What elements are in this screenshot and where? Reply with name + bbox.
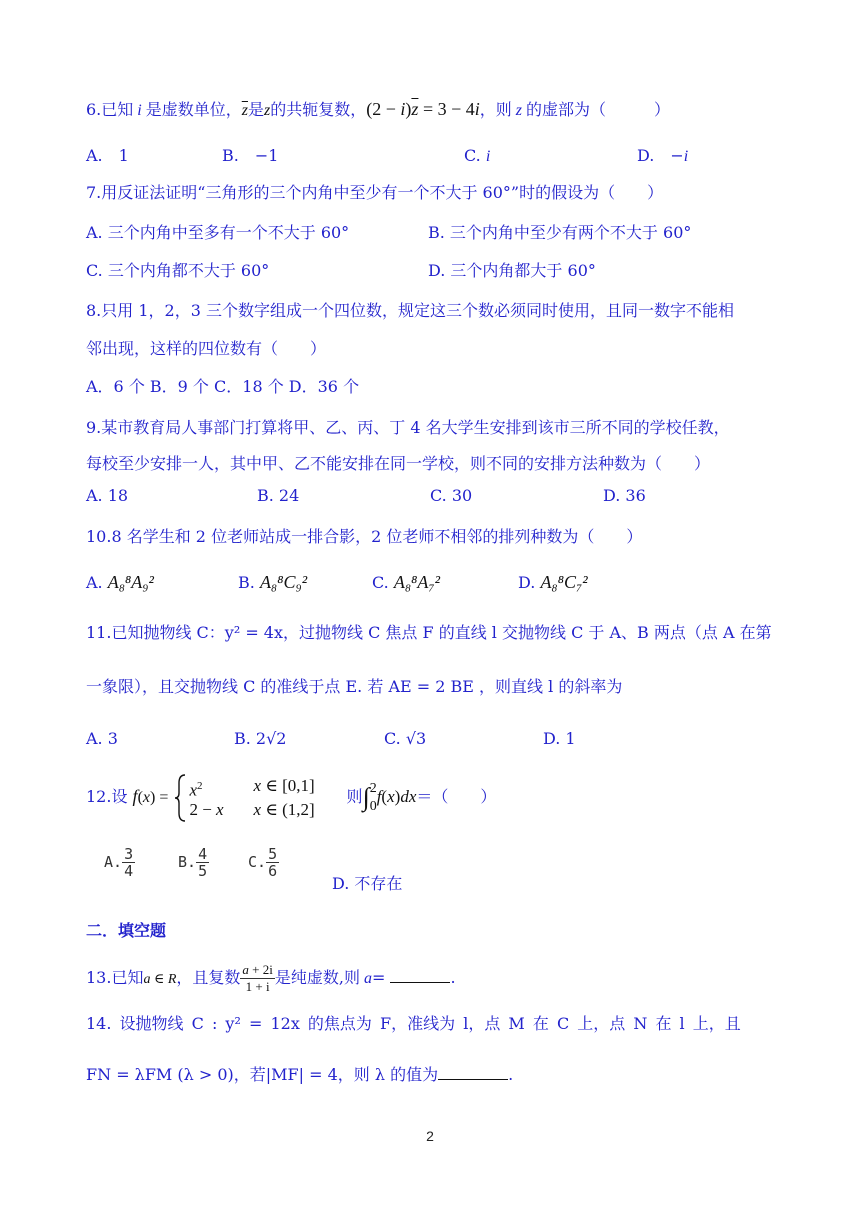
q11-line2: 一象限），且交抛物线 C 的准线于点 E. 若 AE = 2 BE ，则直线 l 的斜率为 [86, 677, 623, 696]
q9-line1: 9.某市教育局人事部门打算将甲、乙、丙、丁 4 名大学生安排到该市三所不同的学校任教， [86, 418, 730, 437]
q11-option-c: C. √3 [384, 729, 427, 748]
q7-option-c: C. 三个内角都不大于 60° [86, 261, 270, 280]
q8-options: A．6 个 B．9 个 C．18 个 D．36 个 [86, 377, 360, 396]
q11-option-a: A. 3 [86, 729, 118, 748]
q9-line2: 每校至少安排一人，其中甲、乙不能安排在同一学校，则不同的安排方法种数为（ ） [86, 454, 711, 473]
q12-option-a: A. $\frac{3}{4}$ [104, 845, 134, 880]
brace-icon [173, 773, 187, 823]
q9-option-a: A. 18 [86, 486, 129, 505]
q6-stem: 6.已知 i 是虚数单位，$\overline{z}$是z的共轭复数，$(2 - i)\overline{z} = 3 - 4i$，则 z 的虚部为（ ） [86, 99, 671, 119]
q7-option-b: B. 三个内角中至少有两个不大于 60° [428, 223, 692, 242]
q10-option-c: C. A₈⁸A₇² [372, 572, 441, 592]
q7-option-a: A. 三个内角中至多有一个不大于 60° [86, 223, 350, 242]
q13-stem: 13.已知a ∈ R，且复数 $\frac{a + 2i}{1 + i}$ 是纯虚数,则 a= . [86, 962, 456, 994]
q12-stem: 12.设 f(x) = $x^2$ x ∈ [0,1] 2 − x x ∈ (1,2] 则∫ 2 0 f(x)dx＝（ ） [86, 771, 496, 821]
q12-option-d: D. 不存在 [332, 874, 403, 893]
q11-line1: 11.已知抛物线 C：y² = 4x，过抛物线 C 焦点 F 的直线 l 交抛物线 C 于 A、B 两点（点 A 在第 [86, 623, 772, 642]
q12-option-b: B. $\frac{4}{5}$ [178, 845, 208, 880]
q6-option-c: C. i [464, 146, 491, 165]
q12-piecewise: $x^2$ x ∈ [0,1] 2 − x x ∈ (1,2] [173, 773, 323, 823]
q9-option-b: B. 24 [257, 486, 300, 505]
q6-option-b: B. −1 [222, 146, 279, 165]
q6-stem-e: ，则 [479, 100, 512, 119]
q6-option-d: D. −i [637, 146, 689, 165]
q6-stem-f: 的虚部为（ ） [526, 100, 671, 119]
q8-line1: 8.只用 1，2，3 三个数字组成一个四位数，规定这三个数必须同时使用，且同一数字不能相 [86, 301, 734, 320]
q11-option-d: D. 1 [543, 729, 576, 748]
q10-option-b: B. A₈⁸C₉² [238, 572, 308, 592]
q10-stem: 10.8 名学生和 2 位老师站成一排合影，2 位老师不相邻的排列种数为（ ） [86, 527, 643, 546]
q6-stem-d: 的共轭复数， [270, 100, 367, 119]
q9-option-d: D. 36 [603, 486, 646, 505]
q6-stem-c: 是 [247, 100, 264, 119]
q7-option-d: D. 三个内角都大于 60° [428, 261, 596, 280]
q12-option-c: C. $\frac{5}{6}$ [248, 845, 278, 880]
q6-math: $(2 - i)\overline{z} = 3 - 4i$ [366, 99, 480, 119]
q14-line2: FN = λFM (λ > 0)，若|MF| = 4，则 λ 的值为 . [86, 1065, 514, 1084]
q9-option-c: C. 30 [430, 486, 473, 505]
q6-stem-a: 6.已知 [86, 100, 134, 119]
q7-stem: 7.用反证法证明“三角形的三个内角中至少有一个不大于 60°”时的假设为（ ） [86, 183, 664, 202]
q10-option-a: A. A₈⁸A₉² [86, 572, 154, 592]
page-number: 2 [426, 1128, 434, 1144]
q10-option-d: D. A₈⁸C₇² [518, 572, 588, 592]
q6-option-a: A. 1 [86, 146, 129, 165]
q6-stem-b: 是虚数单位， [145, 100, 242, 119]
section-heading: 二．填空题 [86, 921, 167, 940]
q11-option-b: B. 2√2 [234, 729, 287, 748]
q14-line1: 14. 设抛物线 C : y² = 12x 的焦点为 F，准线为 l，点 M 在 C 上，点 N 在 l 上，且 [86, 1014, 741, 1033]
q8-line2: 邻出现，这样的四位数有（ ） [86, 339, 327, 358]
